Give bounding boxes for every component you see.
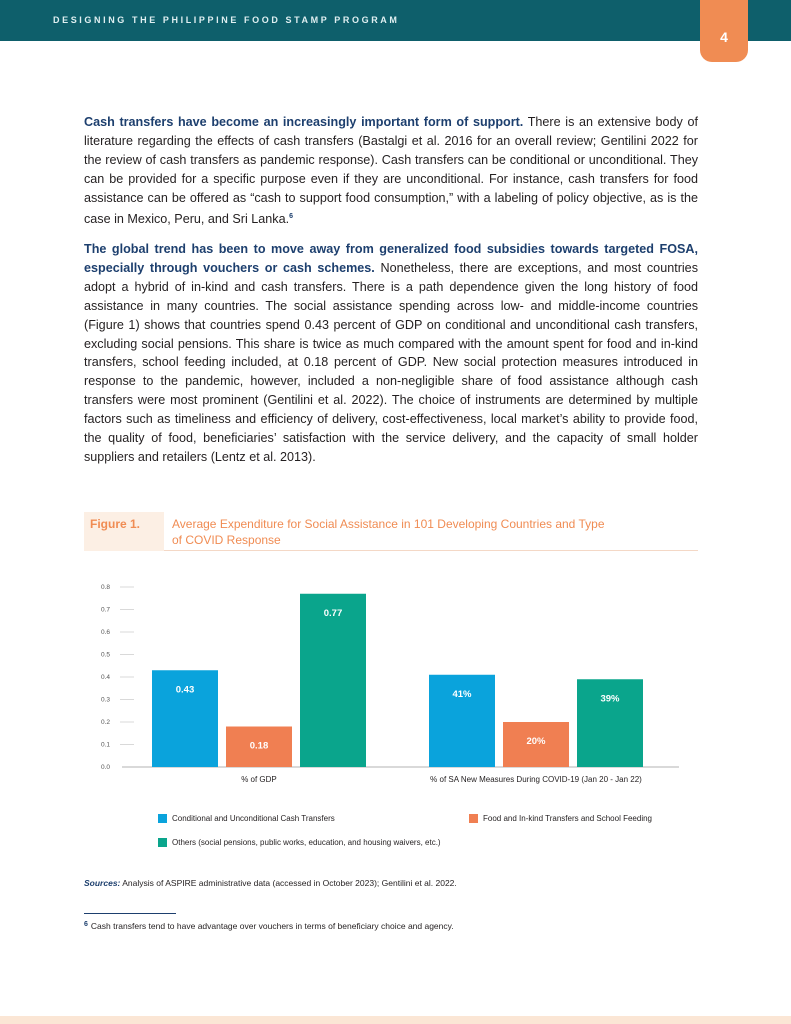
y-tick-label: 0.3 — [100, 696, 110, 704]
figure-label-box — [84, 512, 164, 551]
paragraph-body: There is an extensive body of literature regarding the effects of cash transfers (Bastalgi et al. 2016 for an overall review; Gentilini 2022 for the review of cash transfers as pandemic response). Cash transfers can be conditional or unconditional. They can be provided for a specific purpose even if they are unconditional. For instance, cash transfers for food assistance can be offered as “cash to support food consumption,” with a labeling of policy objective, as is the case in Mexico, Peru, and Sri Lanka. — [84, 115, 698, 226]
x-category-label: % of GDP — [241, 775, 277, 784]
page-number-tab — [700, 0, 748, 62]
bar-value-label: 39% — [600, 693, 620, 705]
legend-swatch — [158, 814, 167, 823]
bar-chart — [84, 575, 684, 795]
y-tick-label: 0.1 — [100, 741, 110, 749]
page-number: 4 — [720, 29, 728, 45]
sources-note — [84, 878, 457, 888]
legend-label: Food and In-kind Transfers and School Feeding — [483, 814, 652, 823]
paragraph-lead: The global trend has been to move away from generalized food subsidies towards targeted FOSA, especially through vouchers or cash schemes. — [84, 242, 698, 275]
figure-header — [84, 512, 698, 551]
footnote-ref[interactable]: 6 — [289, 212, 294, 220]
legend-label: Conditional and Unconditional Cash Transfers — [172, 814, 335, 823]
y-tick-label: 0.4 — [100, 674, 110, 682]
bar-value-label: 0.77 — [323, 607, 343, 619]
y-tick-label: 0.0 — [100, 764, 110, 772]
footnote — [84, 921, 454, 931]
bar-value-label: 41% — [452, 688, 472, 700]
footnote-text: Cash transfers tend to have advantage over vouchers in terms of beneficiary choice and agency. — [90, 921, 454, 931]
figure-label: Figure 1. — [90, 517, 141, 531]
paragraph-cash-transfers — [84, 113, 698, 229]
sources-label: Sources: — [84, 878, 121, 888]
y-tick-label: 0.6 — [100, 629, 110, 637]
sources-text: Analysis of ASPIRE administrative data (accessed in October 2023); Gentilini et al. 2022. — [120, 878, 457, 888]
y-tick-label: 0.2 — [100, 719, 110, 727]
y-tick-label: 0.7 — [100, 606, 110, 614]
legend-swatch — [469, 814, 478, 823]
paragraph-global-trend — [84, 240, 698, 467]
footnote-divider — [84, 913, 176, 914]
legend-label: Others (social pensions, public works, education, and housing waivers, etc.) — [172, 838, 441, 847]
y-tick-label: 0.5 — [100, 651, 110, 659]
running-header-title: DESIGNING THE PHILIPPINE FOOD STAMP PROGRAM — [53, 15, 400, 25]
bar-value-label: 0.18 — [249, 740, 269, 752]
footnote-number: 6 — [84, 921, 88, 928]
y-tick-label: 0.8 — [100, 584, 110, 592]
paragraph-lead: Cash transfers have become an increasingly important form of support. — [84, 115, 524, 129]
bar-value-label: 20% — [526, 736, 546, 747]
bottom-band — [0, 1016, 791, 1024]
header-band — [0, 0, 791, 41]
bar — [300, 594, 366, 767]
paragraph-body: Nonetheless, there are exceptions, and most countries adopt a hybrid of in-kind and cash transfers. There is a path dependence given the long history of food assistance in many countries. The social assistance spending across low- and middle-income countries (Figure 1) shows that countries spend 0.43 percent of GDP on conditional and unconditional cash transfers, excluding social pensions. This share is twice as much compared with the amount spent for food and in-kind transfers, school feeding included, at 0.18 percent of GDP. New social protection measures introduced in response to the pandemic, however, included a non-negligible share of food assistance although cash transfers were most prominent (Gentilini et al. 2022). The choice of instruments are determined by multiple factors such as timeliness and efficiency of delivery, cost-effectiveness, local market’s ability to provide food, the quality of food, beneficiaries’ satisfaction with the service delivery, and the capacity of small holder suppliers and retailers (Lentz et al. 2013). — [84, 260, 698, 464]
bar-value-label: 0.43 — [175, 684, 195, 696]
x-category-label: % of SA New Measures During COVID-19 (Jan 20 - Jan 22) — [430, 775, 642, 784]
figure-title: Average Expenditure for Social Assistance in 101 Developing Countries and Type of COVID Response — [172, 517, 605, 547]
legend-swatch — [158, 838, 167, 847]
